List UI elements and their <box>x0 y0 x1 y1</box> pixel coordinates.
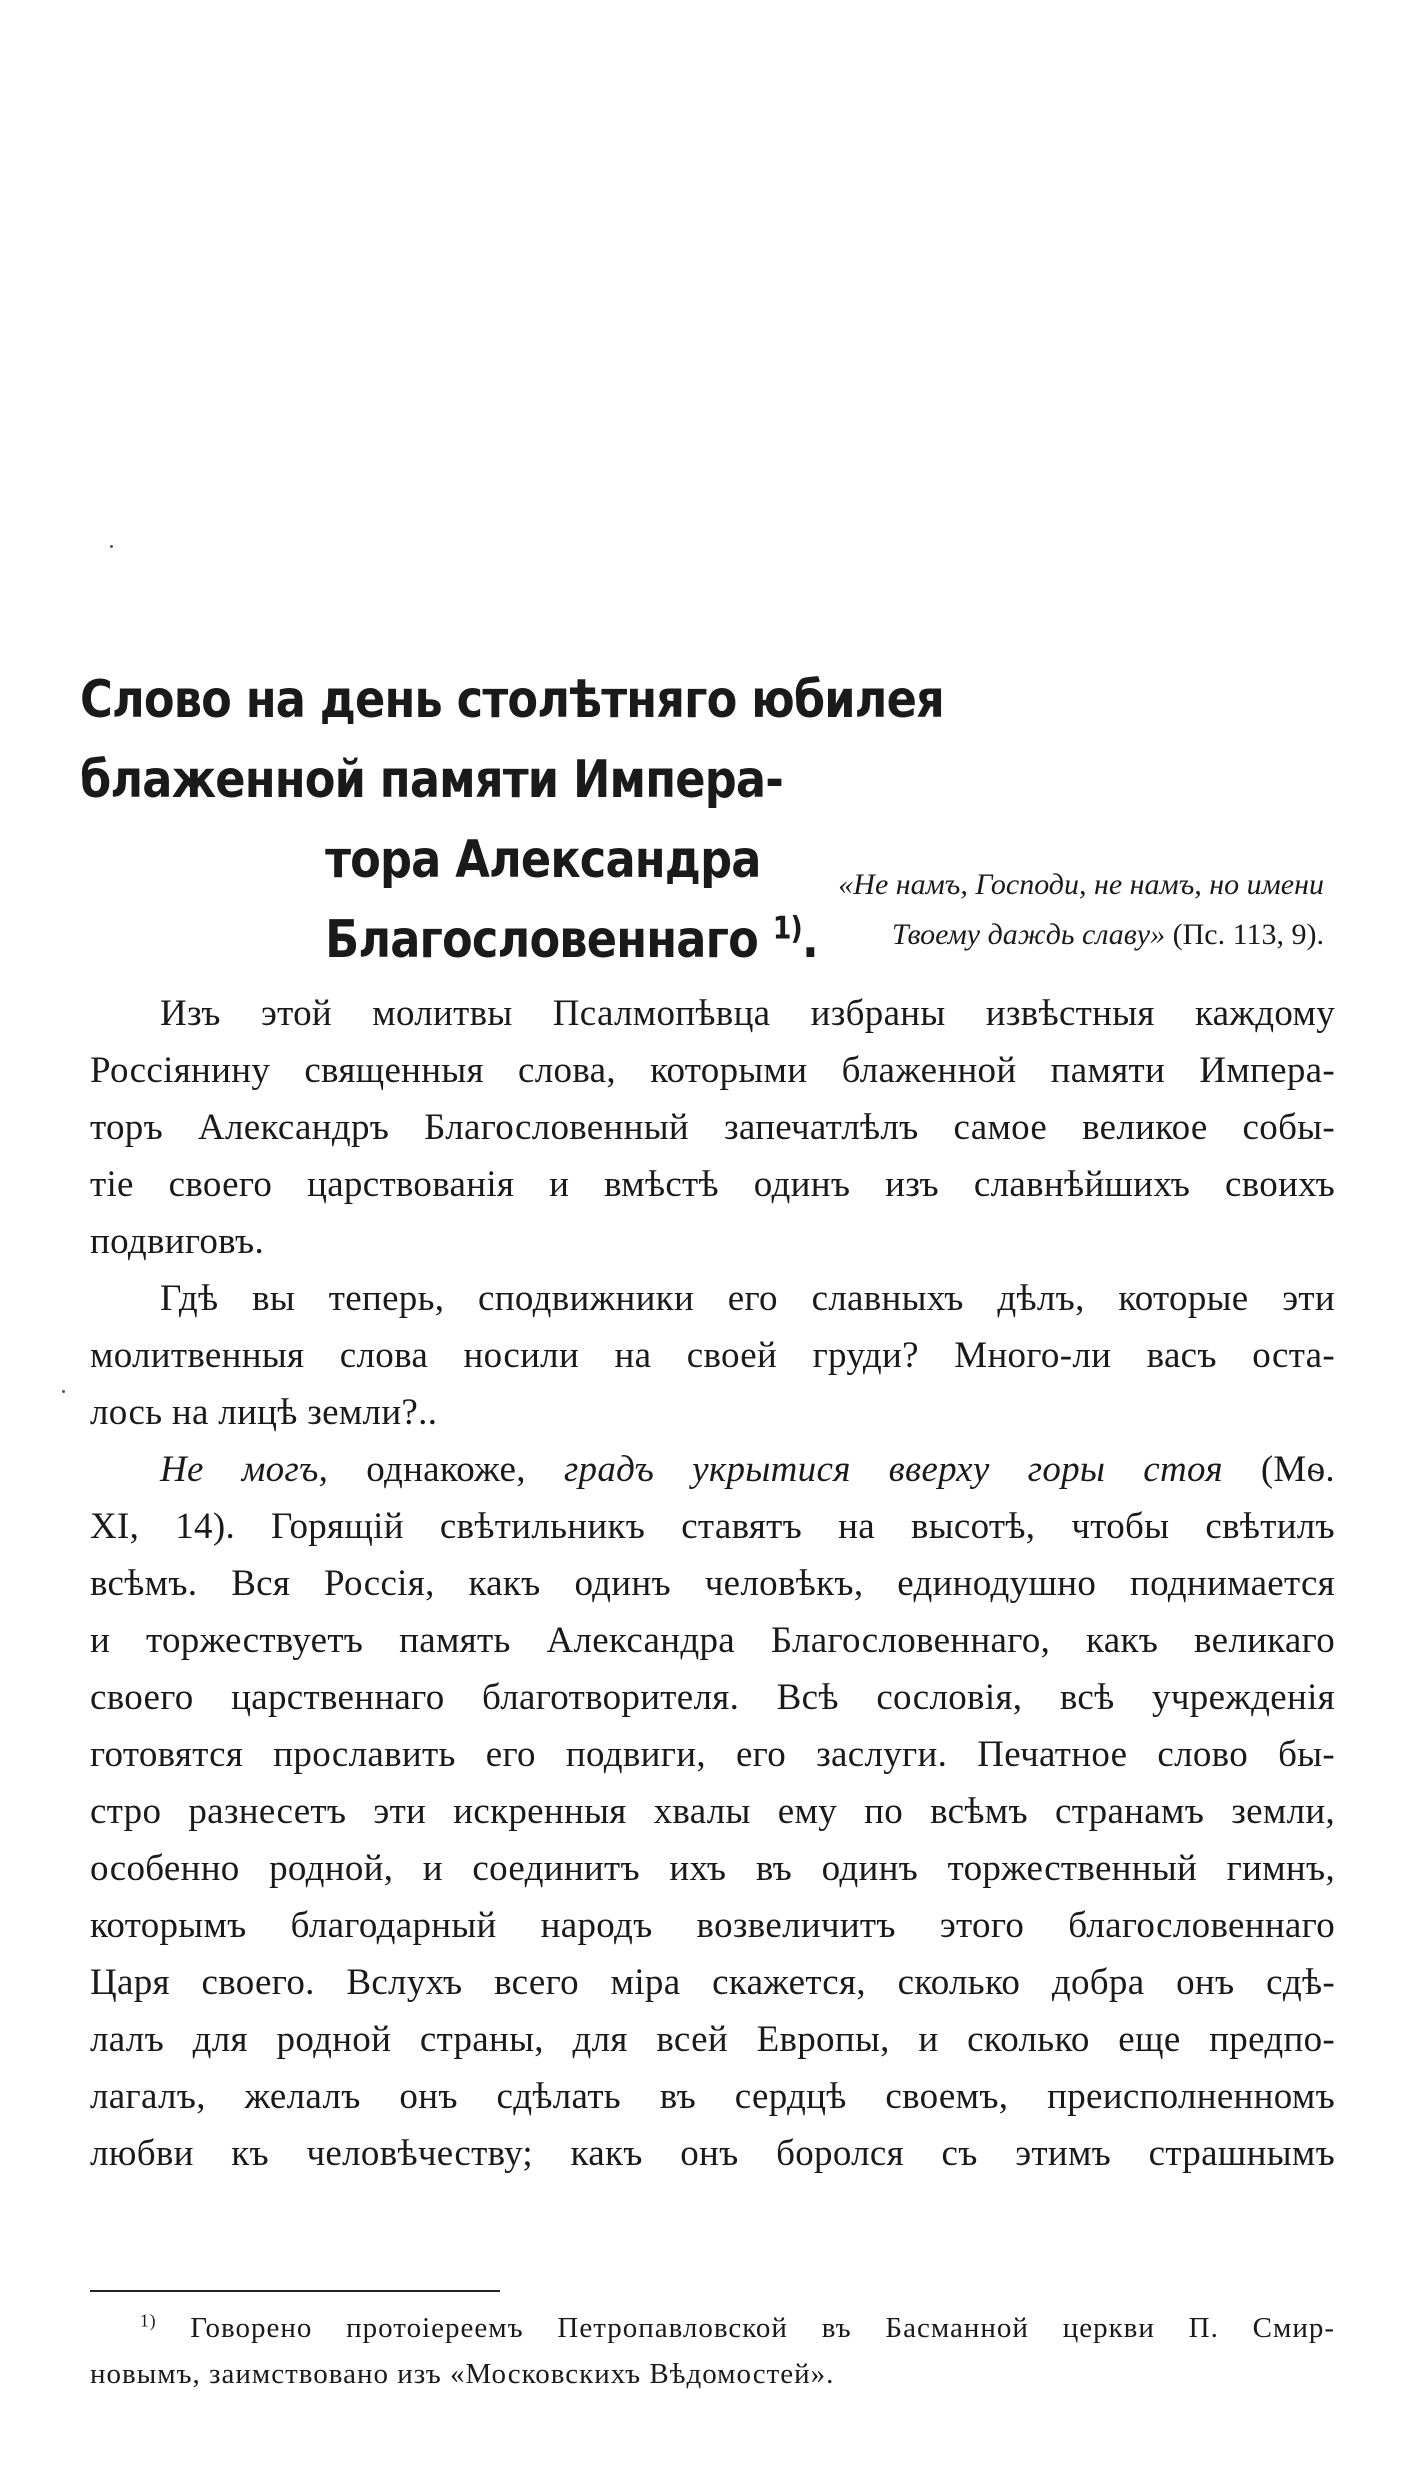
plain-phrase: однакоже, <box>366 1449 526 1490</box>
italic-phrase: Не могъ, <box>160 1449 329 1490</box>
plain-phrase: (Мѳ. <box>1260 1449 1335 1490</box>
text-line: и торжествуетъ память Александра Благословеннаго, какъ великаго <box>90 1620 1335 1661</box>
text-line: которымъ благодарный народъ возвеличитъ этого благословеннаго <box>90 1905 1335 1946</box>
text-line: своего царственнаго благотворителя. Всѣ сословія, всѣ учрежденія <box>90 1677 1335 1718</box>
text-line: Царя своего. Вслухъ всего міра скажется, сколько добра онъ сдѣ- <box>90 1962 1335 2003</box>
footnote-line-1 <box>90 2305 1335 2351</box>
epigraph-reference: (Пс. 113, 9). <box>1172 918 1324 951</box>
text-line-mixed <box>90 1441 1335 1498</box>
footnote <box>90 2305 1335 2397</box>
paragraph-2 <box>90 1270 1335 1441</box>
title-line-1: Слово на день столѣтняго юбилея блаженной памяти Импера- <box>80 670 944 810</box>
epigraph-line-1: «Не намъ, Господи, не намъ, но имени <box>838 868 1324 901</box>
paragraph-1 <box>90 985 1335 1270</box>
title-line-2-text: тора Александра Благословеннаго <box>325 830 761 970</box>
italic-phrase: градъ укрытися вверху горы стоя <box>563 1449 1223 1490</box>
text-line: Изъ этой молитвы Псалмопѣвца избраны извѣстныя каждому <box>160 993 1335 1034</box>
text-line: молитвенныя слова носили на своей груди? Много-ли васъ оста- <box>90 1335 1335 1376</box>
text-line: лось на лицѣ земли?.. <box>90 1392 438 1433</box>
text-line: XI, 14). Горящій свѣтильникъ ставятъ на высотѣ, чтобы свѣтилъ <box>90 1506 1335 1547</box>
text-line: стро разнесетъ эти искренныя хвалы ему по всѣмъ странамъ земли, <box>90 1791 1335 1832</box>
epigraph-line-2 <box>564 910 1324 960</box>
footnote-1 <box>90 2305 1335 2397</box>
text-line: подвиговъ. <box>90 1221 265 1262</box>
paragraph-3 <box>90 1441 1335 2182</box>
title-line-2: тора Александра Благословеннаго $^{1)}$. <box>325 830 819 970</box>
text-line: Россіянину священныя слова, которыми блаженной памяти Импера- <box>90 1050 1335 1091</box>
footnote-mark: 1) <box>140 2310 157 2331</box>
title-footnote-mark: 1) <box>772 910 802 947</box>
text-line: тіе своего царствованія и вмѣстѣ одинъ изъ славнѣйшихъ своихъ <box>90 1164 1335 1205</box>
footnote-divider <box>90 2290 500 2292</box>
epigraph-line-2-text: Твоему даждь славу» <box>891 918 1166 951</box>
footnote-line-1-text: Говорено протоіереемъ Петропавловской въ Басманной церкви П. Смир- <box>190 2312 1335 2344</box>
print-speck <box>62 1390 65 1393</box>
text-line: Гдѣ вы теперь, сподвижники его славныхъ дѣлъ, которые эти <box>160 1278 1335 1319</box>
text-line: лагалъ, желалъ онъ сдѣлать въ сердцѣ своемъ, преисполненномъ <box>90 2076 1335 2117</box>
print-speck <box>110 545 113 548</box>
body-text <box>90 985 1335 2182</box>
text-line: торъ Александръ Благословенный запечатлѣлъ самое великое собы- <box>90 1107 1335 1148</box>
text-line: особенно родной, и соединитъ ихъ въ одинъ торжественный гимнъ, <box>90 1848 1335 1889</box>
epigraph <box>564 860 1324 960</box>
text-line: лалъ для родной страны, для всей Европы, и сколько еще предпо- <box>90 2019 1335 2060</box>
text-line: всѣмъ. Вся Россія, какъ одинъ человѣкъ, единодушно поднимается <box>90 1563 1335 1604</box>
footnote-line-2: новымъ, заимствовано изъ «Московскихъ Вѣдомостей». <box>90 2358 835 2390</box>
text-line: любви къ человѣчеству; какъ онъ боролся съ этимъ страшнымъ <box>90 2133 1335 2174</box>
text-line: готовятся прославить его подвиги, его заслуги. Печатное слово бы- <box>90 1734 1335 1775</box>
